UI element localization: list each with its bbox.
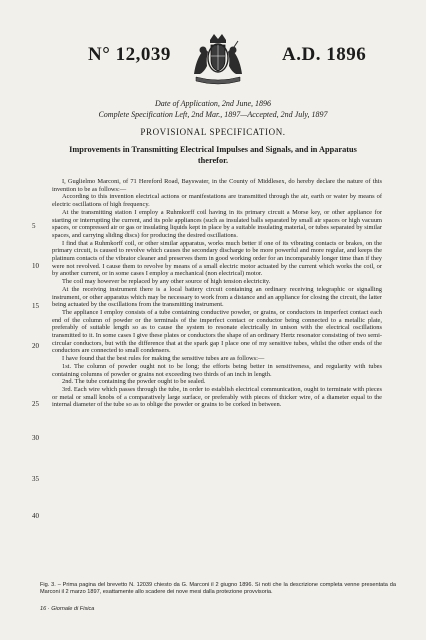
line-number: 35 bbox=[32, 475, 39, 483]
paragraph: At the receiving instrument there is a local battery circuit containing an ordinary receiving telegraphic or signalling instrument, or other apparatus which may be necessary to work from a distance and an appliance for closing the circuit, the latter being actuated by the oscillations from the transmitting instrument. bbox=[52, 285, 382, 309]
royal-coat-of-arms-icon bbox=[188, 30, 248, 90]
complete-specification-date: Complete Specification Left, 2nd Mar., 1897—Accepted, 2nd July, 1897 bbox=[98, 110, 328, 119]
paragraph: The appliance I employ consists of a tube containing conductive powder, or grains, or conductors in imperfect contact each end of the column of powder or the terminals of the imperfect contact or conductor being connected to a metallic plate, preferably of suitable length so as to cause the system to resonate electrically in unison with the electrical oscillations transmitted to it. In some cases I give these plates or conductors the shape of an ordinary Hertz resonator consisting of two semi-circular conductors, but with the difference that at the spark gap I place one of my sensitive tubes, whilst the other ends of the conductors are connected to small condensers. bbox=[52, 308, 382, 355]
line-number: 30 bbox=[32, 434, 39, 442]
patent-year: A.D. 1896 bbox=[282, 44, 367, 65]
paragraph: I have found that the best rules for making the sensitive tubes are as follows:— bbox=[62, 355, 265, 363]
line-number: 20 bbox=[32, 342, 39, 350]
line-number: 10 bbox=[32, 262, 39, 270]
invention-title: Improvements in Transmitting Electrical Impulses and Signals, and in Apparatus therefor. bbox=[69, 145, 357, 165]
line-number: 25 bbox=[32, 400, 39, 408]
page-footer: 16 · Giornale di Fisica bbox=[40, 606, 95, 612]
paragraph: I, Guglielmo Marconi, of 71 Hereford Road, Bayswater, in the County of Middlesex, do hereby declare the nature of this invention to be as follows:— bbox=[52, 178, 382, 193]
paragraph: I find that a Ruhmkorff coil, or other similar apparatus, works much better if one of its vibrating contacts or brakes, on the primary circuit, is caused to revolve which causes the secondary discharge to be more powerful and more regular, and keeps the platinum contacts of the vibrator cleaner and preserves them in good working order for an incomparably longer time than if they were not revolved. I cause them to revolve by means of a small electric motor actuated by the current which works the coil, or by another current, or in some cases I employ a mechanical (non electrical) motor. bbox=[52, 239, 382, 278]
line-number: 15 bbox=[32, 302, 39, 310]
paragraph: According to this invention electrical actions or manifestations are transmitted through the air, earth or water by means of electric oscillations of high frequency. bbox=[52, 193, 382, 209]
figure-caption: Fig. 3. – Prima pagina del brevetto N. 12039 chiesto da G. Marconi il 2 giugno 1896. Si noti che la descrizione completa venne presentata da Marconi il 2 marzo 1897, esattamente allo scadere dei nove mesi dalla protezione provvisoria. bbox=[40, 582, 396, 596]
patent-number: N° 12,039 bbox=[88, 44, 171, 65]
application-dates bbox=[20, 98, 406, 120]
line-number: 5 bbox=[32, 222, 36, 230]
paragraph: 1st. The column of powder ought not to be long; the efforts being better in sensitiveness, and regularity with tubes containing columns of powder or grains not exceeding two thirds of an inch in length. bbox=[52, 362, 382, 378]
specification-heading: PROVISIONAL SPECIFICATION. bbox=[140, 127, 286, 137]
paragraph: The coil may however be replaced by any other source of high tension electricity. bbox=[62, 278, 271, 286]
specification-body bbox=[52, 178, 382, 409]
paragraph: 3rd. Each wire which passes through the tube, in order to establish electrical communication, ought to terminate with pieces or metal or small knobs of a comparatively large surface, or preferably with pieces of thicker wire, of a diameter equal to the internal diameter of the tube so as to oblige the powder or grains to be corked in between. bbox=[52, 385, 382, 409]
line-number: 40 bbox=[32, 512, 39, 520]
paragraph: At the transmitting station I employ a Ruhmkorff coil having in its primary circuit a Morse key, or other appliance for starting or interrupting the current, and its pole appliances (such as insulated balls separated by small air spaces or high vacuum spaces, or compressed air or gas or insulating liquids kept in place by a suitable insulating material, or tubes separated by similar spaces, and carrying sliding discs) for producing the desired oscillations. bbox=[52, 208, 382, 239]
date-of-application: Date of Application, 2nd June, 1896 bbox=[154, 99, 272, 108]
paragraph: 2nd. The tube containing the powder ought to be sealed. bbox=[62, 378, 206, 386]
